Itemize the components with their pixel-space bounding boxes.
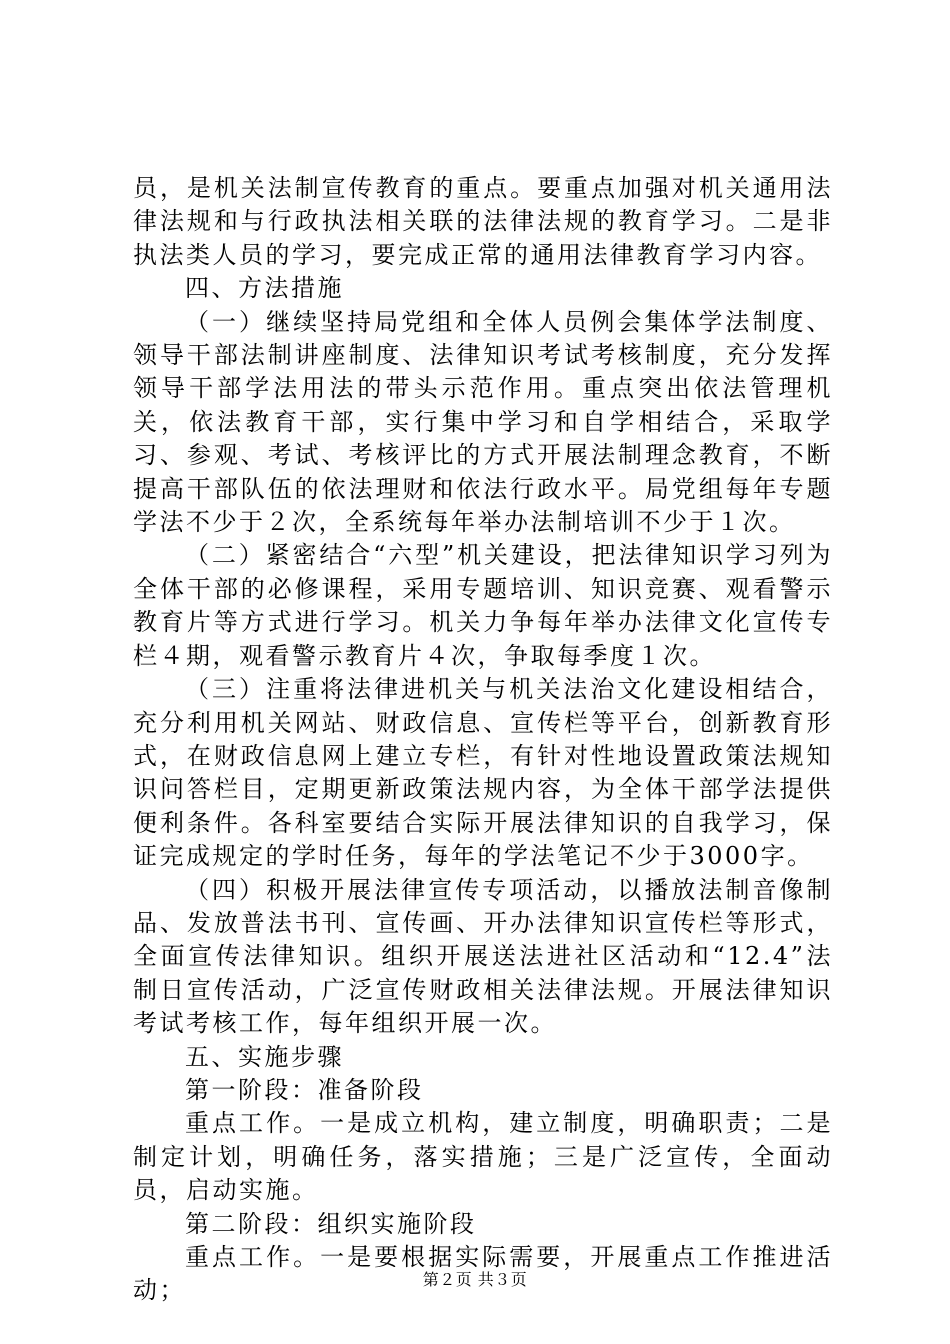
document-body bbox=[133, 172, 833, 1308]
paragraph-stage-1-work: 重点工作。一是成立机构，建立制度，明确职责；二是制定计划，明确任务，落实措施；三是广泛宣传，全面动员，启动实施。 bbox=[133, 1109, 833, 1205]
paragraph-measure-2: （二）紧密结合“六型”机关建设，把法律知识学习列为全体干部的必修课程，采用专题培训、知识竞赛、观看警示教育片等方式进行学习。机关力争每年举办法律文化宣传专栏４期，观看警示教育片４次，争取每季度１次。 bbox=[133, 541, 833, 670]
paragraph-continuation: 员，是机关法制宣传教育的重点。要重点加强对机关通用法律法规和与行政执法相关联的法律法规的教育学习。二是非执法类人员的学习，要完成正常的通用法律教育学习内容。 bbox=[133, 174, 833, 269]
paragraph-stage-2-work: 重点工作。一是要根据实际需要，开展重点工作推进活动； bbox=[133, 1243, 833, 1305]
paragraph-measure-4: （四）积极开展法律宣传专项活动，以播放法制音像制品、发放普法书刊、宣传画、开办法律知识宣传栏等形式，全面宣传法律知识。组织开展送法进社区活动和“12.4”法制日宣传活动，广泛宣传财政相关法律法规。开展法律知识考试考核工作，每年组织开展一次。 bbox=[133, 875, 833, 1038]
paragraph-measure-1: （一）继续坚持局党组和全体人员例会集体学法制度、领导干部法制讲座制度、法律知识考试考核制度，充分发挥领导干部学法用法的带头示范作用。重点突出依法管理机关，依法教育干部，实行集中学习和自学相结合，采取学习、参观、考试、考核评比的方式开展法制理念教育，不断提高干部队伍的依法理财和依法行政水平。局党组每年专题学法不少于２次，全系统每年举办法制培训不少于１次。 bbox=[133, 307, 833, 537]
stage-heading-2: 第二阶段：组织实施阶段 bbox=[185, 1209, 477, 1238]
stage-heading-1: 第一阶段：准备阶段 bbox=[185, 1075, 424, 1104]
section-heading-methods: 四、方法措施 bbox=[185, 274, 344, 303]
section-heading-steps: 五、实施步骤 bbox=[185, 1042, 344, 1071]
paragraph-measure-3: （三）注重将法律进机关与机关法治文化建设相结合，充分利用机关网站、财政信息、宣传栏等平台，创新教育形式，在财政信息网上建立专栏，有针对性地设置政策法规知识问答栏目，定期更新政策法规内容，为全体干部学法提供便利条件。各科室要结合实际开展法律知识的自我学习，保证完成规定的学时任务，每年的学法笔记不少于3000字。 bbox=[133, 675, 833, 871]
page-number-footer: 第２页 共３页 bbox=[422, 1270, 528, 1289]
